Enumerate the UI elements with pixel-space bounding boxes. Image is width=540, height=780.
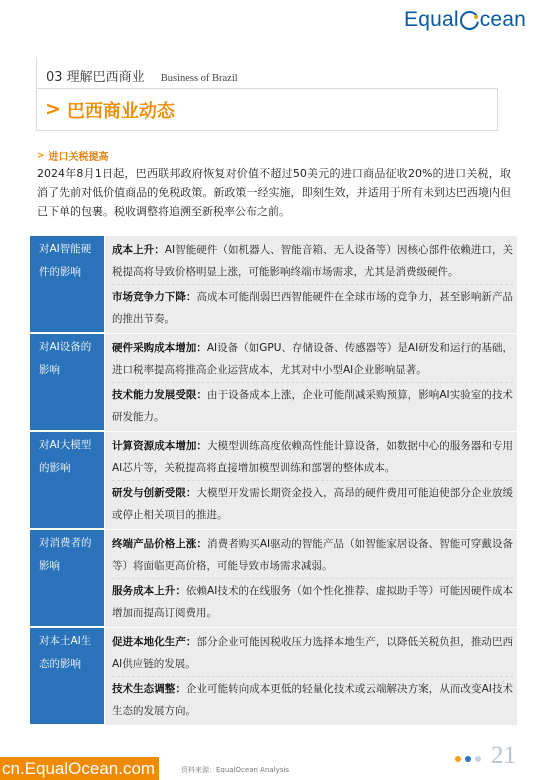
- list-item: [112, 435, 513, 479]
- table-row: [30, 530, 517, 628]
- list-item: [112, 239, 513, 283]
- point-text: 消费者购买AI驱动的智能产品（如智能家居设备、智能可穿戴设备等）将面临更高价格，可能导致市场需求减弱。: [112, 538, 514, 572]
- dot-icon: [475, 756, 481, 762]
- intro-subhead-text: 进口关税提高: [48, 152, 109, 163]
- chevron-right-icon: >: [37, 150, 45, 161]
- point-text: AI设备（如GPU、存储设备、传感器等）是AI研发和运行的基础，进口税率提高将推高企业运营成本，尤其对中小型AI企业影响显著。: [112, 342, 514, 376]
- row-label: 对消费者的影响: [30, 530, 104, 627]
- table-row: [30, 236, 517, 334]
- list-item: [112, 631, 513, 675]
- table-row: [30, 334, 517, 432]
- logo-text-pre: Equal: [404, 8, 459, 31]
- page-title: 巴西商业动态: [66, 100, 175, 122]
- list-item: [112, 337, 513, 381]
- row-content: [105, 530, 517, 627]
- header-vertical-rule: [36, 58, 37, 88]
- impact-table: [30, 236, 517, 726]
- list-item: [112, 480, 513, 526]
- point-text: 高成本可能削弱巴西智能硬件在全球市场的竞争力，甚至影响新产品的推出节奏。: [112, 291, 514, 325]
- table-row: [30, 432, 517, 530]
- section-number-label: 03 理解巴西商业: [46, 70, 145, 85]
- row-content: [105, 432, 517, 529]
- intro-subhead: [37, 148, 109, 163]
- point-text: 企业可能转向成本更低的轻量化技术或云端解决方案，从而改变AI技术生态的发展方向。: [112, 683, 513, 717]
- row-label: 对AI大模型的影响: [30, 432, 104, 529]
- table-row: [30, 628, 517, 726]
- row-label: 对AI智能硬件的影响: [30, 236, 104, 333]
- list-item: [112, 533, 513, 577]
- point-text: AI智能硬件（如机器人、智能音箱、无人设备等）因核心部件依赖进口，关税提高将导致价格明显上涨，可能影响终端市场需求，尤其是消费级硬件。: [112, 244, 514, 278]
- intro-paragraph: 2024年8月1日起，巴西联邦政府恢复对价值不超过50美元的进口商品征收20%的进口关税，取消了先前对低价值商品的免税政策。新政策一经实施，即刻生效，并适用于所有未到达巴西境内但已下单的包裹。税收调整将追溯至新税率公布之前。: [37, 167, 511, 218]
- point-title: 终端产品价格上涨：: [112, 538, 208, 550]
- point-text: 部分企业可能因税收压力选择本地生产，以降低关税负担，推动巴西AI供应链的发展。: [112, 636, 514, 670]
- equalocean-logo: [404, 8, 532, 34]
- list-item: [112, 578, 513, 624]
- dot-icon: [455, 756, 461, 762]
- footer-site-link[interactable]: cn.EqualOcean.com: [0, 757, 159, 780]
- row-label: 对AI设备的影响: [30, 334, 104, 431]
- source-note: 资料来源：EqualOcean Analysis: [181, 766, 289, 774]
- point-text: 大模型开发需长期资金投入，高昂的硬件费用可能迫使部分企业放缓或停止相关项目的推进。: [112, 487, 514, 521]
- point-title: 研发与创新受限：: [112, 487, 197, 499]
- row-content: [105, 628, 517, 725]
- point-title: 市场竞争力下降：: [112, 291, 197, 303]
- point-title: 计算资源成本增加：: [112, 440, 207, 452]
- point-title: 技术能力发展受限：: [112, 389, 208, 401]
- point-text: 由于设备成本上涨，企业可能削减采购预算，影响AI实验室的技术研发能力。: [112, 389, 514, 423]
- page-number: 21: [491, 742, 516, 769]
- row-label: 对本土AI生态的影响: [30, 628, 104, 725]
- page-title-box: [36, 89, 498, 131]
- point-title: 硬件采购成本增加：: [112, 342, 207, 354]
- point-title: 技术生态调整：: [112, 683, 186, 695]
- point-text: 依赖AI技术的在线服务（如个性化推荐、虚拟助手等）可能因硬件成本增加而提高订阅费用。: [112, 585, 513, 619]
- section-header: [46, 66, 238, 85]
- point-title: 服务成本上升：: [112, 585, 186, 597]
- point-text: 大模型训练高度依赖高性能计算设备，如数据中心的服务器和专用AI芯片等，关税提高将直接增加模型训练和部署的整体成本。: [112, 440, 514, 474]
- dot-icon: [465, 756, 471, 762]
- logo-o-mark: [460, 11, 479, 30]
- list-item: [112, 382, 513, 428]
- list-item: [112, 284, 513, 330]
- row-content: [105, 236, 517, 333]
- chevron-right-icon: >: [45, 98, 61, 120]
- decorative-dots: [455, 756, 481, 762]
- row-content: [105, 334, 517, 431]
- list-item: [112, 676, 513, 722]
- section-english-label: Business of Brazil: [160, 73, 238, 84]
- point-title: 成本上升：: [112, 244, 165, 256]
- point-title: 促进本地化生产：: [112, 636, 197, 648]
- logo-text-post: cean: [479, 8, 527, 31]
